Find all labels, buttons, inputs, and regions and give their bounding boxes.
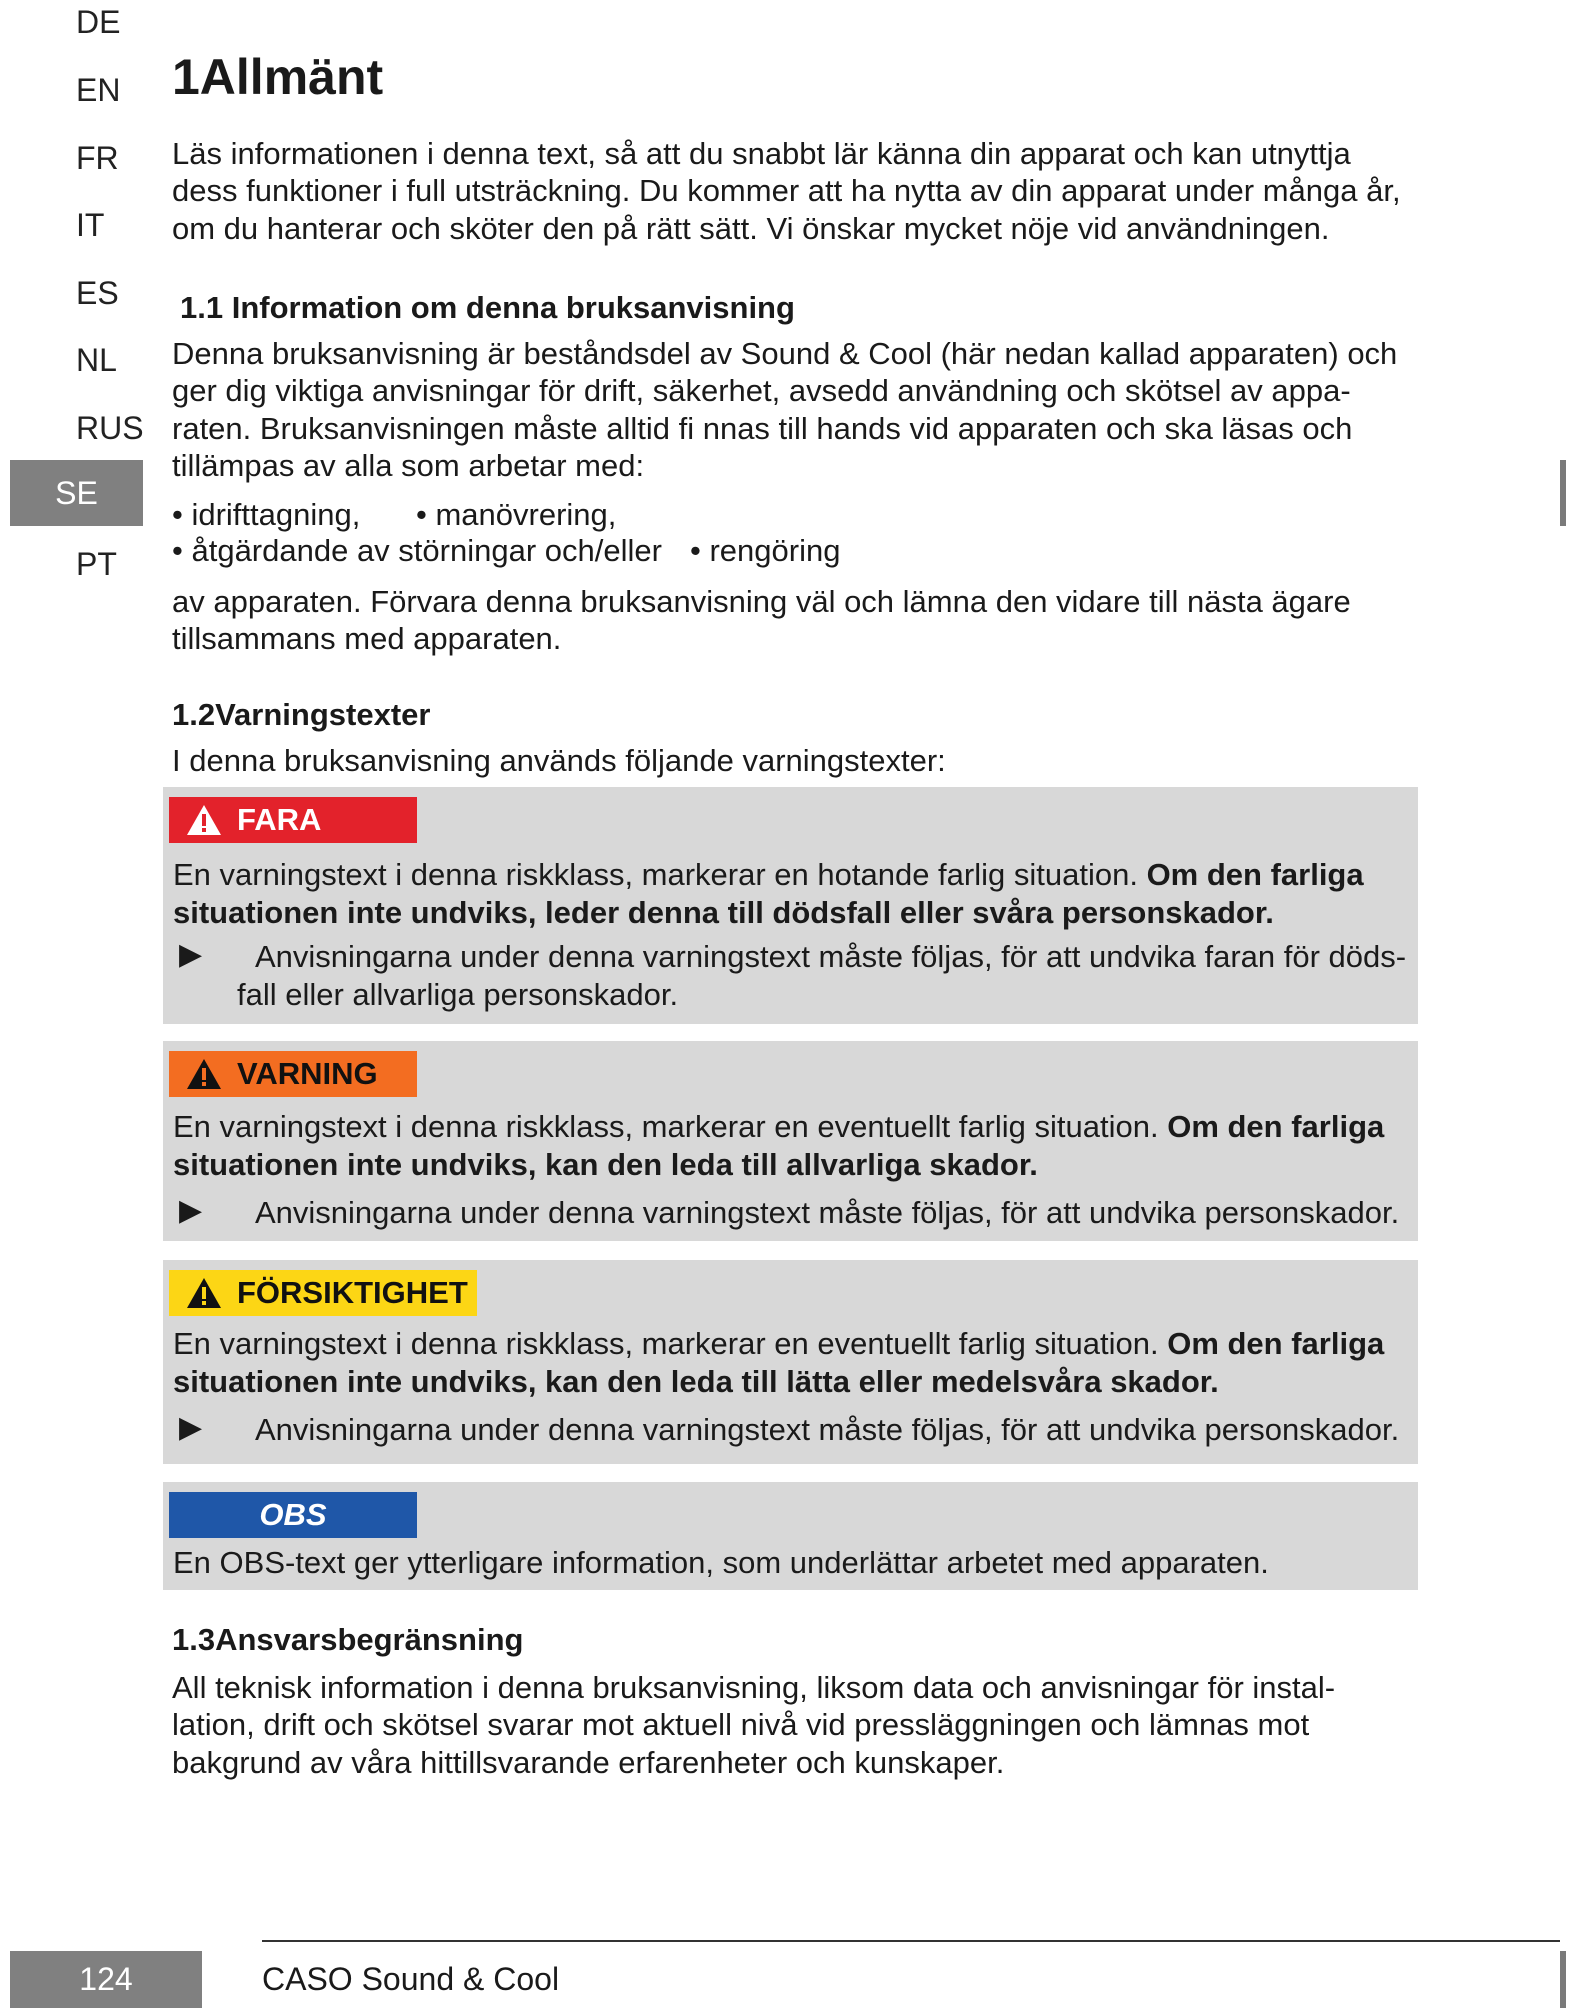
intro-line: dess funktioner i full utsträckning. Du kommer att ha nytta av din apparat under många år,: [172, 173, 1401, 208]
bullet-text: manövrering,: [435, 497, 617, 532]
danger-label: [169, 797, 417, 843]
body-line: bakgrund av våra hittillsvarande erfarenheter och kunskaper.: [172, 1745, 1005, 1780]
body-line: tillämpas av alla som arbetar med:: [172, 448, 645, 483]
warning-text-line: [173, 1109, 1384, 1145]
caution-text-line: [173, 1326, 1384, 1362]
right-edge-marker: [1560, 460, 1566, 526]
caution-text-bold: Om den farliga: [1167, 1326, 1385, 1361]
note-text: En OBS-text ger ytterligare information, som underlättar arbetet med apparaten.: [173, 1545, 1269, 1580]
bullet-item: • manövrering,: [416, 497, 617, 532]
note-label-text: OBS: [259, 1497, 327, 1532]
warning-text-bold: Om den farliga: [1167, 1109, 1385, 1144]
footer-title: CASO Sound & Cool: [262, 1961, 560, 1997]
bullet-item: • idrifttagning,: [172, 497, 361, 532]
danger-text-line: [173, 857, 1364, 893]
danger-label-text: FARA: [237, 802, 322, 837]
lang-nl[interactable]: NL: [76, 342, 117, 378]
body-line: Denna bruksanvisning är beståndsdel av Sound & Cool (här nedan kallad apparaten) och: [172, 336, 1398, 371]
warning-instruction: Anvisningarna under denna varningstext måste följas, för att undvika personskador.: [255, 1195, 1400, 1230]
lang-de[interactable]: DE: [76, 4, 121, 40]
page-number: 124: [10, 1951, 202, 2008]
lang-es[interactable]: ES: [76, 275, 119, 311]
page-title: 1Allmänt: [172, 49, 384, 105]
note-label: [169, 1492, 417, 1538]
footer-divider: [262, 1940, 1560, 1942]
body-line: All teknisk information i denna bruksanvisning, liksom data och anvisningar för instal-: [172, 1670, 1336, 1705]
warning-text-bold-line: situationen inte undviks, kan den leda till allvarliga skador.: [173, 1147, 1038, 1182]
danger-instruction-cont: fall eller allvarliga personskador.: [237, 977, 679, 1012]
right-edge-marker: [1560, 1951, 1566, 2008]
body-line: ger dig viktiga anvisningar för drift, säkerhet, avsedd användning och skötsel av appa-: [172, 373, 1351, 408]
intro-line: Läs informationen i denna text, så att du snabbt lär känna din apparat och kan utnyttja: [172, 136, 1351, 171]
caution-text-normal: En varningstext i denna riskklass, markerar en eventuellt farlig situation.: [173, 1326, 1168, 1361]
lang-en[interactable]: EN: [76, 72, 121, 108]
warning-label: [169, 1051, 417, 1097]
bullet-item: • åtgärdande av störningar och/eller: [172, 533, 662, 568]
lang-rus[interactable]: RUS: [76, 410, 144, 446]
lang-se-active[interactable]: SE: [10, 460, 143, 526]
section-1-2-title: 1.2Varningstexter: [172, 697, 431, 732]
bullet-text: rengöring: [709, 533, 841, 568]
section-1-2-intro: I denna bruksanvisning används följande varningstexter:: [172, 743, 946, 778]
lang-it[interactable]: IT: [76, 207, 105, 243]
note-box: [163, 1482, 1418, 1590]
body-line: lation, drift och skötsel svarar mot aktuell nivå vid pressläggningen och lämnas mot: [172, 1707, 1310, 1742]
warning-text-normal: En varningstext i denna riskklass, markerar en eventuellt farlig situation.: [173, 1109, 1168, 1144]
arrow-bullet-icon: ▶: [179, 1194, 203, 1227]
lang-fr[interactable]: FR: [76, 140, 119, 176]
body-line: raten. Bruksanvisningen måste alltid fi nnas till hands vid apparaten och ska läsas och: [172, 411, 1353, 446]
warning-box: [163, 1041, 1418, 1241]
arrow-bullet-icon: ▶: [179, 1411, 203, 1444]
caution-instruction: Anvisningarna under denna varningstext måste följas, för att undvika personskador.: [255, 1412, 1400, 1447]
caution-text-bold-line: situationen inte undviks, kan den leda till lätta eller medelsvåra skador.: [173, 1364, 1219, 1399]
danger-instruction: Anvisningarna under denna varningstext måste följas, för att undvika faran för döds-: [255, 939, 1407, 974]
danger-text-bold: Om den farliga: [1146, 857, 1364, 892]
warning-label-text: VARNING: [237, 1056, 378, 1091]
bullet-text: åtgärdande av störningar och/eller: [191, 533, 662, 568]
caution-label-text: FÖRSIKTIGHET: [237, 1275, 468, 1310]
warning-triangle-icon: [185, 1057, 223, 1091]
danger-text-bold-line: situationen inte undviks, leder denna till dödsfall eller svåra personskador.: [173, 895, 1274, 930]
arrow-bullet-icon: ▶: [179, 938, 203, 971]
danger-box: [163, 787, 1418, 1024]
intro-line: om du hanterar och sköter den på rätt sätt. Vi önskar mycket nöje vid användningen.: [172, 211, 1330, 246]
lang-pt[interactable]: PT: [76, 546, 117, 582]
danger-text-normal: En varningstext i denna riskklass, markerar en hotande farlig situation.: [173, 857, 1147, 892]
body-line: av apparaten. Förvara denna bruksanvisning väl och lämna den vidare till nästa ägare: [172, 584, 1351, 619]
section-1-3-title: 1.3Ansvarsbegränsning: [172, 1622, 524, 1657]
section-1-1-title: 1.1 Information om denna bruksanvisning: [180, 290, 795, 325]
caution-box: [163, 1260, 1418, 1464]
caution-label: [169, 1270, 477, 1316]
warning-triangle-icon: [185, 803, 223, 837]
bullet-text: idrifttagning,: [191, 497, 361, 532]
bullet-item: • rengöring: [690, 533, 841, 568]
warning-triangle-icon: [185, 1276, 223, 1310]
body-line: tillsammans med apparaten.: [172, 621, 562, 656]
